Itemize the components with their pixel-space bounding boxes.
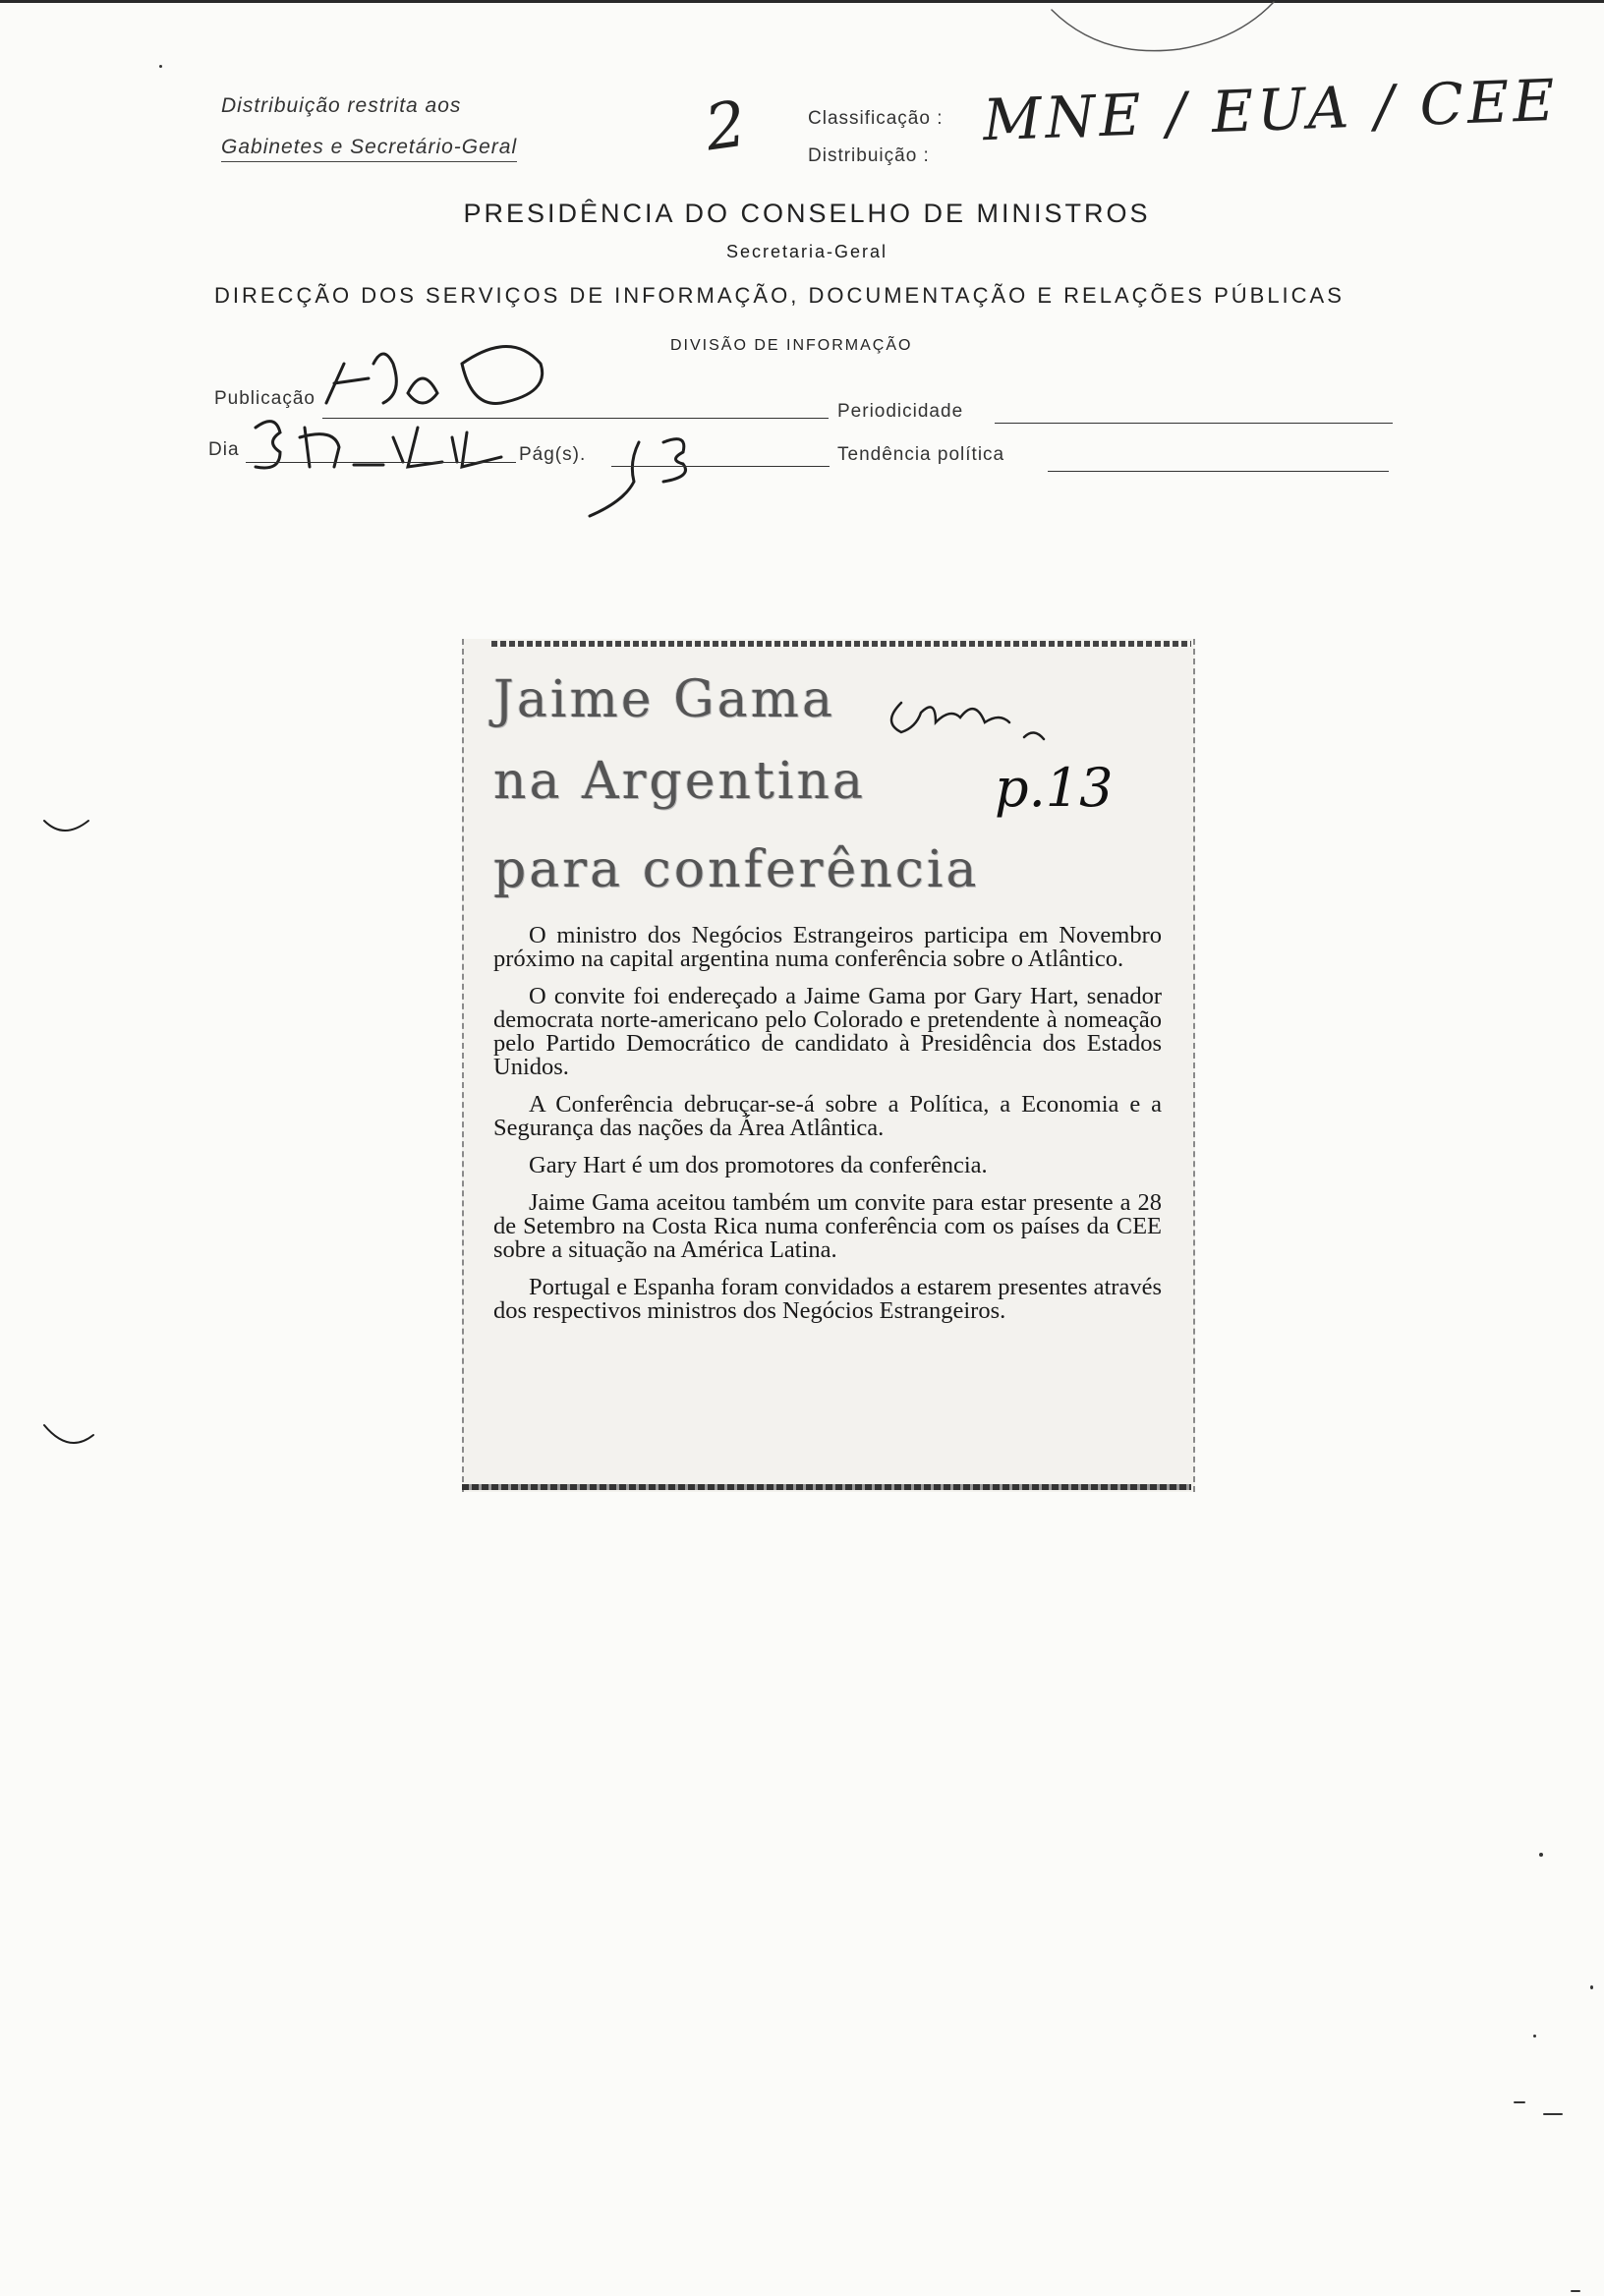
distribution-label: Distribuição : bbox=[808, 145, 930, 166]
clipping-paragraph-6: Portugal e Espanha foram convidados a estarem presentes através dos respectivos ministros dos Negócios Estrangeiros. bbox=[493, 1274, 1162, 1324]
day-handwriting bbox=[246, 408, 521, 477]
punch-hole-mark-lower bbox=[39, 1415, 98, 1455]
distribution-note-line1: Distribuição restrita aos bbox=[221, 94, 462, 117]
classification-handwritten: MNE / EUA / CEE bbox=[981, 66, 1560, 154]
scan-speck bbox=[1571, 2290, 1580, 2292]
scan-speck bbox=[159, 65, 162, 68]
day-label: Dia bbox=[208, 439, 240, 460]
newspaper-clipping bbox=[462, 639, 1195, 1492]
division-title: DIVISÃO DE INFORMAÇÃO bbox=[670, 337, 913, 354]
top-border-line bbox=[0, 0, 1604, 3]
political-tendency-label: Tendência política bbox=[837, 444, 1005, 465]
institution-title-text: PRESIDÊNCIA DO CONSELHO DE MINISTROS bbox=[463, 199, 1151, 228]
scan-speck bbox=[1543, 2113, 1563, 2115]
institution-title bbox=[0, 199, 1604, 229]
directorate-title: DIRECÇÃO DOS SERVIÇOS DE INFORMAÇÃO, DOCUMENTAÇÃO E RELAÇÕES PÚBLICAS bbox=[214, 283, 1345, 308]
publication-label: Publicação bbox=[214, 388, 315, 409]
clipping-top-edge bbox=[491, 641, 1191, 647]
clipping-headline-line1: Jaime Gama bbox=[493, 670, 835, 729]
day-line bbox=[246, 462, 516, 463]
scan-speck bbox=[1533, 2035, 1536, 2038]
clipping-paragraph-4: Gary Hart é um dos promotores da conferência. bbox=[529, 1152, 988, 1178]
clipping-paragraph-2: O convite foi endereçado a Jaime Gama por Gary Hart, senador democrata norte-americano pelo Colorado e pretendente à nomeação pelo Partido Democrático de candidato à Presidência dos Estados Unidos. bbox=[493, 983, 1162, 1080]
clipping-scribble bbox=[877, 668, 1073, 747]
classification-label: Classificação : bbox=[808, 108, 944, 129]
periodicity-label: Periodicidade bbox=[837, 401, 964, 422]
pages-label: Pág(s). bbox=[519, 444, 587, 465]
scan-speck bbox=[1514, 2101, 1525, 2103]
clipping-headline-line3: para conferência bbox=[493, 840, 980, 899]
scan-speck bbox=[1539, 1853, 1543, 1857]
scan-speck bbox=[1590, 1985, 1593, 1989]
clipping-paragraph-3: A Conferência debruçar-se-á sobre a Política, a Economia e a Segurança das nações da Área Atlântica. bbox=[493, 1091, 1162, 1141]
clipping-paragraph-5: Jaime Gama aceitou também um convite para estar presente a 28 de Setembro na Costa Rica numa conferência com os países da CEE sobre a situação na América Latina. bbox=[493, 1189, 1162, 1263]
pen-curve-mark bbox=[1042, 0, 1278, 69]
secretariat-title bbox=[0, 242, 1604, 262]
clipping-headline-line2: na Argentina bbox=[493, 752, 867, 811]
periodicity-line bbox=[995, 423, 1393, 424]
clipping-handwritten-page-note: p.13 bbox=[995, 757, 1114, 819]
pages-handwriting bbox=[580, 423, 757, 521]
clipping-bottom-edge bbox=[462, 1484, 1191, 1490]
clipping-body bbox=[493, 924, 1162, 1337]
political-tendency-line bbox=[1048, 471, 1389, 472]
punch-hole-mark-upper bbox=[39, 806, 98, 845]
secretariat-title-text: Secretaria-Geral bbox=[725, 242, 888, 261]
clipping-paragraph-1: O ministro dos Negócios Estrangeiros participa em Novembro próximo na capital argentina numa conferência sobre o Atlântico. bbox=[493, 922, 1162, 972]
distribution-note-line2: Gabinetes e Secretário-Geral bbox=[221, 136, 517, 162]
pages-line bbox=[611, 466, 830, 467]
handwritten-number: 2 bbox=[701, 87, 751, 166]
